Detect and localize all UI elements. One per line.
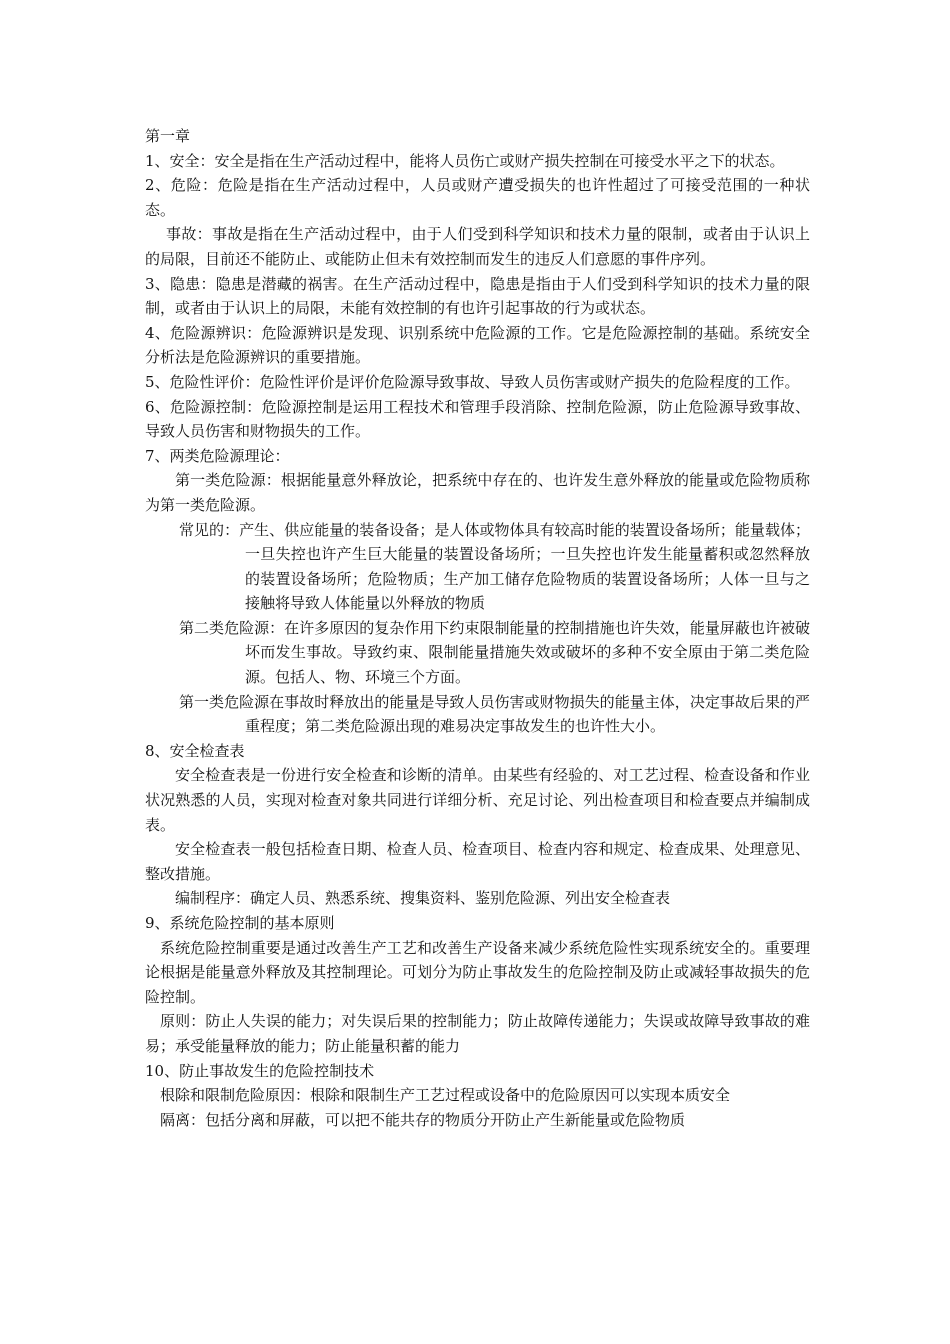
paragraph-hidden-danger: 3、隐患：隐患是潜藏的祸害。在生产活动过程中，隐患是指由于人们受到科学知识的技术力量的限制，或者由于认识上的局限，未能有效控制的有也许引起事故的行为或状态。 (145, 274, 810, 318)
paragraph-checklist-procedure: 编制程序：确定人员、熟悉系统、搜集资料、鉴别危险源、列出安全检查表 (175, 889, 671, 908)
paragraph-danger: 2、危险：危险是指在生产活动过程中，人员或财产遭受损失的也许性超过了可接受范围的一种状态。 (145, 176, 810, 219)
document-body (145, 124, 810, 1132)
paragraph-hazard-relation: 第一类危险源在事故时释放出的能量是导致人员伤害或财物损失的能量主体，决定事故后果的严重程度；第二类危险源出现的难易决定事故发生的也许性大小。 (179, 692, 810, 736)
paragraph-checklist-definition: 安全检查表是一份进行安全检查和诊断的清单。由某些有经验的、对工艺过程、检查设备和作业状况熟悉的人员，实现对检查对象共同进行详细分析、充足讨论、列出检查项目和检查要点并编制成表。 (145, 766, 810, 834)
paragraph-risk-evaluation: 5、危险性评价：危险性评价是评价危险源导致事故、导致人员伤害或财产损失的危险程度的工作。 (145, 372, 800, 391)
paragraph-checklist-contents: 安全检查表一般包括检查日期、检查人员、检查项目、检查内容和规定、检查成果、处理意见、整改措施。 (145, 840, 810, 883)
paragraph-isolation: 隔离：包括分离和屏蔽，可以把不能共存的物质分开防止产生新能量或危险物质 (160, 1110, 686, 1129)
paragraph-common-hazards: 常见的：产生、供应能量的装备设备；是人体或物体具有较高时能的装置设备场所；能量载体；一旦失控也许产生巨大能量的装置设备场所；一旦失控也许发生能量蓄积或忽然释放的装置设备场所；危险物质；生产加工储存危险物质的装置设备场所；人体一旦与之接触将导致人体能量以外释放的物质 (179, 520, 810, 613)
paragraph-safety: 1、安全：安全是指在生产活动过程中，能将人员伤亡或财产损失控制在可接受水平之下的状态。 (145, 151, 785, 170)
heading-two-hazard-theory: 7、两类危险源理论： (145, 446, 290, 465)
paragraph-second-hazard: 第二类危险源：在许多原因的复杂作用下约束限制能量的控制措施也许失效，能量屏蔽也许被破坏而发生事故。导致约束、限制能量措施失效或破坏的多种不安全原由于第二类危险源。包括人、物、环境三个方面。 (179, 618, 810, 687)
paragraph-principles: 原则：防止人失误的能力；对失误后果的控制能力；防止故障传递能力；失误或故障导致事故的难易；承受能量释放的能力；防止能量积蓄的能力 (145, 1012, 810, 1055)
paragraph-hazard-control: 6、危险源控制：危险源控制是运用工程技术和管理手段消除、控制危险源，防止危险源导致事故、导致人员伤害和财物损失的工作。 (145, 397, 810, 441)
heading-risk-control-principles: 9、系统危险控制的基本原则 (145, 914, 335, 932)
paragraph-first-hazard: 第一类危险源：根据能量意外释放论，把系统中存在的、也许发生意外释放的能量或危险物质称为第一类危险源。 (145, 471, 810, 514)
chapter-title: 第一章 (145, 127, 191, 145)
paragraph-hazard-identification: 4、危险源辨识：危险源辨识是发现、识别系统中危险源的工作。它是危险源控制的基础。系统安全分析法是危险源辨识的重要措施。 (145, 323, 810, 367)
heading-safety-checklist: 8、安全检查表 (145, 741, 245, 760)
heading-accident-prevention: 10、防止事故发生的危险控制技术 (145, 1061, 375, 1080)
paragraph-risk-control: 系统危险控制重要是通过改善生产工艺和改善生产设备来减少系统危险性实现系统安全的。重要理论根据是能量意外释放及其控制理论。可划分为防止事故发生的危险控制及防止或减轻事故损失的危险控制。 (145, 938, 810, 1006)
paragraph-accident: 事故：事故是指在生产活动过程中，由于人们受到科学知识和技术力量的限制，或者由于认识上的局限，目前还不能防止、或能防止但未有效控制而发生的违反人们意愿的事件序列。 (145, 225, 810, 268)
paragraph-eliminate-hazards: 根除和限制危险原因：根除和限制生产工艺过程或设备中的危险原因可以实现本质安全 (160, 1086, 731, 1105)
